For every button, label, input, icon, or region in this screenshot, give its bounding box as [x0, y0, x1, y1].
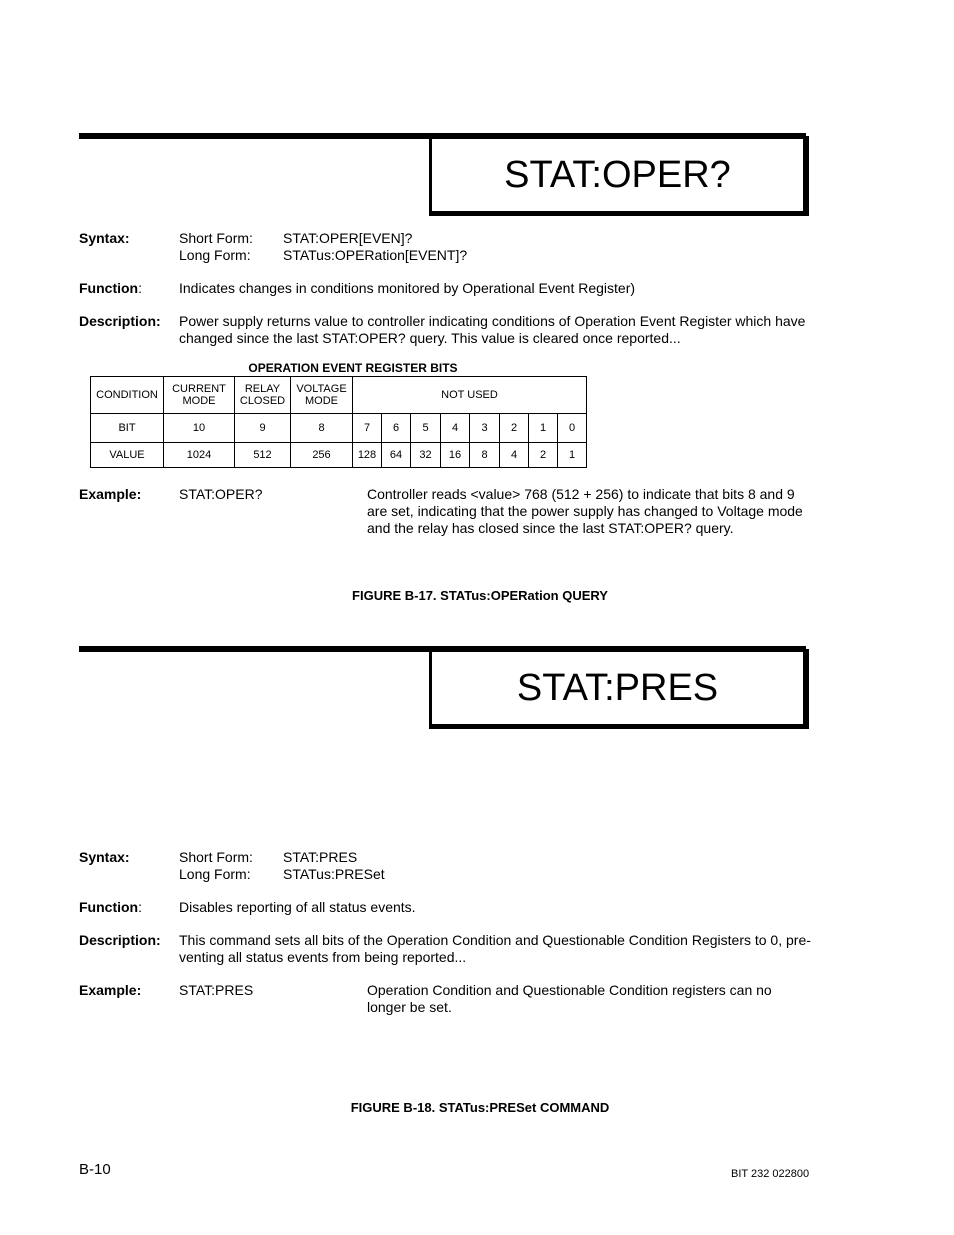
- cell-value: 32: [411, 443, 441, 468]
- example-label-pres: Example:: [79, 982, 142, 998]
- cell-value: 4: [500, 443, 529, 468]
- function-label-text-oper: Function: [79, 280, 139, 296]
- short-form-pres: STAT:PRES: [283, 849, 358, 865]
- cell-bit: 4: [441, 414, 470, 443]
- table-row-bit: [91, 414, 587, 443]
- section-title-pres: STAT:PRES: [516, 667, 719, 709]
- cell-bit: 10: [164, 414, 235, 443]
- function-label-colon-pres: :: [138, 899, 142, 915]
- long-form-pres: STATus:PRESet: [283, 866, 385, 882]
- register-table-title: OPERATION EVENT REGISTER BITS: [248, 361, 458, 375]
- function-text-oper: Indicates changes in conditions monitored by Operational Event Register): [179, 280, 636, 296]
- cell-value: 1024: [164, 443, 235, 468]
- cell-value: 2: [529, 443, 558, 468]
- page-number: B-10: [79, 1161, 111, 1178]
- short-form-oper: STAT:OPER[EVEN]?: [283, 230, 413, 246]
- function-label-colon-oper: :: [138, 280, 142, 296]
- long-form-label-oper: Long Form:: [179, 247, 251, 263]
- cell-bit: 7: [353, 414, 382, 443]
- syntax-label-pres: Syntax:: [79, 849, 130, 865]
- section-title-box-oper: [429, 136, 809, 216]
- cell-value: 1: [558, 443, 587, 468]
- table-row-value: [91, 443, 587, 468]
- cell-voltage-mode: VOLTAGE MODE: [291, 377, 353, 414]
- function-label-text-pres: Function: [79, 899, 139, 915]
- section-title-box-pres: [429, 649, 809, 729]
- figure-caption-oper: FIGURE B-17. STATus:OPERation QUERY: [352, 588, 608, 603]
- cell-bit: 6: [382, 414, 411, 443]
- cell-condition-label: CONDITION: [91, 377, 164, 414]
- cell-value: 64: [382, 443, 411, 468]
- cell-bit: 1: [529, 414, 558, 443]
- cell-bit: 0: [558, 414, 587, 443]
- cell-bit: 3: [470, 414, 500, 443]
- function-text-pres: Disables reporting of all status events.: [179, 899, 416, 915]
- function-label-pres: [79, 899, 142, 916]
- cell-current-mode: CURRENT MODE: [164, 377, 235, 414]
- description-text-oper: Power supply returns value to controller indicating conditions of Operation Event Register which have changed since the last STAT:OPER? query. This value is cleared once reported...: [179, 313, 806, 346]
- cell-bit-label: BIT: [91, 414, 164, 443]
- example-text-oper: Controller reads <value> 768 (512 + 256) to indicate that bits 8 and 9 are set, indicating that the power supply has changed to Voltage mode and the relay has closed since the last STAT:OPER? query.: [367, 486, 803, 536]
- cell-relay-closed: RELAY CLOSED: [235, 377, 291, 414]
- cell-value: 512: [235, 443, 291, 468]
- description-label-pres: Description:: [79, 932, 161, 948]
- cell-bit: 5: [411, 414, 441, 443]
- example-command-pres: STAT:PRES: [179, 982, 254, 998]
- example-command-oper: STAT:OPER?: [179, 486, 263, 502]
- example-text-pres: Operation Condition and Questionable Condition registers can no longer be set.: [367, 982, 772, 1015]
- cell-value-label: VALUE: [91, 443, 164, 468]
- short-form-label-pres: Short Form:: [179, 849, 253, 865]
- description-label-oper: Description:: [79, 313, 161, 329]
- table-row-condition: [91, 377, 587, 414]
- operation-event-register-table: [90, 376, 587, 468]
- description-text-pres: This command sets all bits of the Operation Condition and Questionable Condition Registers to 0, pre-venting all status events from being reported...: [179, 932, 811, 965]
- cell-value: 256: [291, 443, 353, 468]
- figure-caption-pres: FIGURE B-18. STATus:PRESet COMMAND: [350, 1100, 610, 1115]
- cell-not-used: NOT USED: [353, 377, 587, 414]
- document-id: BIT 232 022800: [731, 1168, 810, 1180]
- short-form-label-oper: Short Form:: [179, 230, 253, 246]
- function-label-oper: [79, 280, 142, 297]
- cell-value: 8: [470, 443, 500, 468]
- example-label-oper: Example:: [79, 486, 142, 502]
- cell-bit: 2: [500, 414, 529, 443]
- syntax-label-oper: Syntax:: [79, 230, 130, 246]
- cell-bit: 9: [235, 414, 291, 443]
- cell-value: 128: [353, 443, 382, 468]
- cell-bit: 8: [291, 414, 353, 443]
- cell-value: 16: [441, 443, 470, 468]
- long-form-label-pres: Long Form:: [179, 866, 251, 882]
- section-title-oper: STAT:OPER?: [504, 154, 731, 196]
- long-form-oper: STATus:OPERation[EVENT]?: [283, 247, 468, 263]
